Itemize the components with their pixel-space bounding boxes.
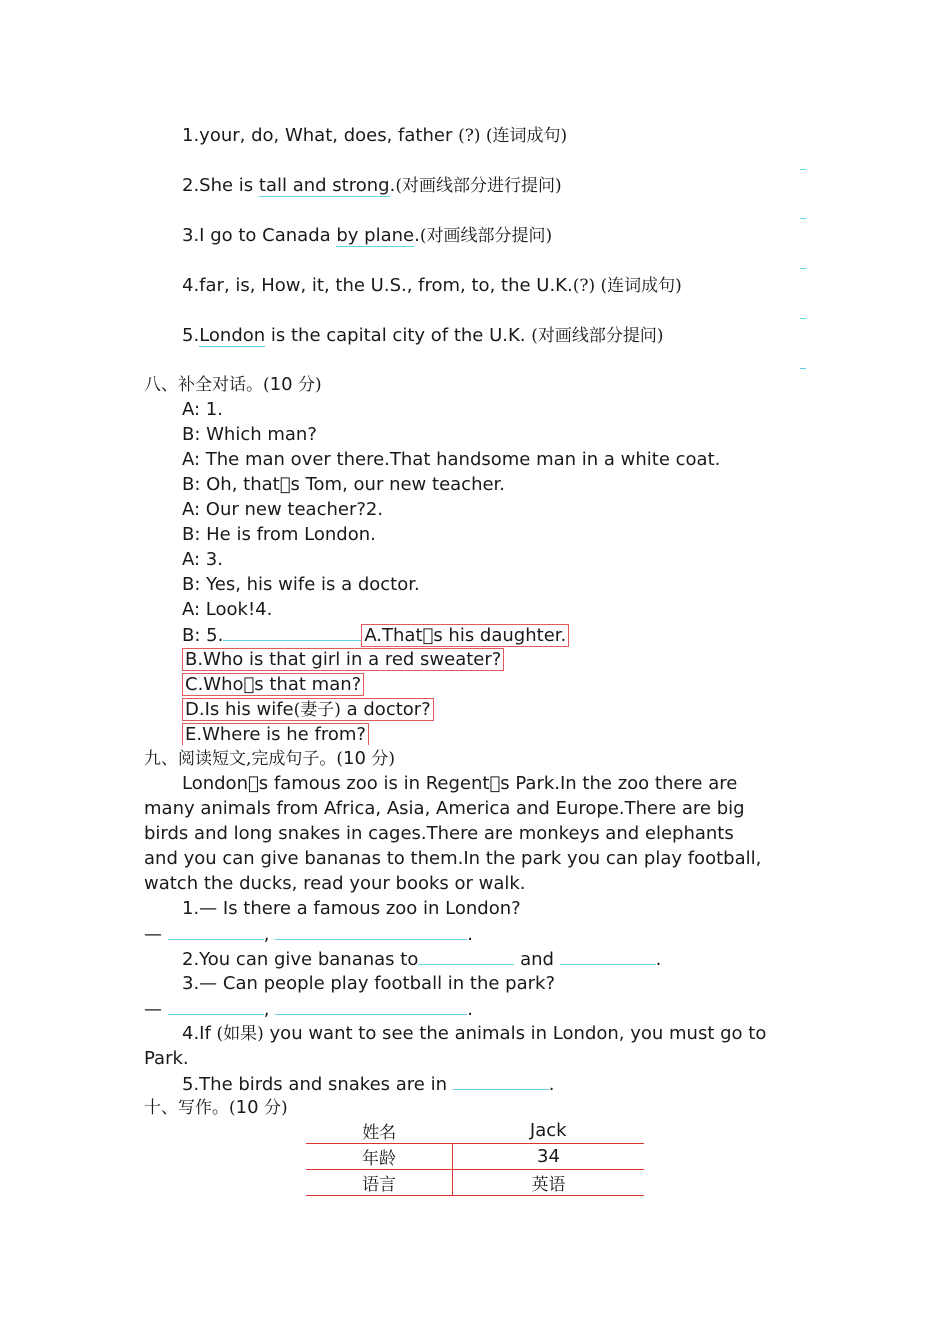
answer-dash: —	[144, 999, 162, 1020]
reading-question-5	[182, 1071, 554, 1097]
option-d-text: D.Is his wife	[185, 699, 294, 720]
answer-blank[interactable]	[418, 946, 514, 965]
comma: ,	[263, 999, 270, 1020]
heading-points: 10	[343, 748, 366, 769]
heading-suffix: 分)	[365, 749, 395, 769]
answer-line-marker	[800, 169, 806, 170]
question-3	[182, 223, 552, 249]
answer-blank[interactable]	[168, 996, 264, 1015]
period: .	[548, 1074, 555, 1095]
question-5	[182, 323, 664, 349]
period: .	[655, 949, 662, 970]
answer-line-marker	[800, 268, 806, 269]
comma: ,	[263, 924, 270, 945]
answer-blank[interactable]	[453, 1071, 549, 1090]
answer-line-marker	[800, 368, 806, 369]
dialog-line: A: 1.	[182, 399, 223, 420]
question-note: (?) (连词成句)	[572, 276, 682, 296]
dialog-line: B: Yes, his wife is a doctor.	[182, 574, 420, 595]
heading-text: 九、阅读短文,完成句子。(	[144, 749, 344, 769]
section-heading-9	[144, 746, 395, 772]
table-cell-value: Jack	[529, 1120, 567, 1141]
reading-answer-3	[144, 996, 473, 1022]
reading-question-4-cont: Park.	[144, 1048, 189, 1069]
answer-blank[interactable]	[275, 996, 467, 1015]
passage-line: watch the ducks, read your books or walk.	[144, 873, 526, 894]
info-table	[306, 1118, 644, 1196]
answer-dash: —	[144, 924, 162, 945]
answer-blank[interactable]	[560, 946, 656, 965]
reading-question-1: 1.— Is there a famous zoo in London?	[182, 898, 521, 919]
reading-question-4	[182, 1021, 766, 1047]
table-cell-value: 英语	[453, 1170, 645, 1196]
table-cell-value: 34	[453, 1144, 645, 1170]
heading-points: 10	[235, 1097, 259, 1118]
option-b: B.Who is that girl in a red sweater?	[182, 648, 504, 671]
answer-blank[interactable]	[223, 622, 361, 641]
reading-question-3: 3.— Can people play football in the park?	[182, 973, 556, 994]
question-1	[182, 123, 567, 149]
heading-suffix: 分)	[258, 1098, 288, 1118]
table-cell-label: 语言	[306, 1170, 453, 1196]
passage-line: many animals from Africa, Asia, America and Europe.There are big	[144, 798, 745, 819]
option-d-note: (妻子)	[293, 700, 341, 720]
answer-blank[interactable]	[168, 921, 264, 940]
question-note: (如果)	[216, 1024, 264, 1044]
question-4	[182, 273, 682, 299]
underlined-phrase: London	[199, 325, 266, 346]
dialog-line: A: The man over there.That handsome man in a white coat.	[182, 449, 721, 470]
period: .	[467, 999, 473, 1020]
reading-answer-1	[144, 921, 473, 947]
table-cell-label: 姓名	[362, 1123, 397, 1143]
heading-suffix: 分)	[292, 375, 322, 395]
underlined-phrase: by plane	[336, 225, 415, 246]
answer-blank[interactable]	[275, 921, 467, 940]
answer-line-marker	[800, 218, 806, 219]
question-text: 4.far, is, How, it, the U.S., from, to, the U.K.	[182, 275, 573, 296]
question-text: 3.I go to Canada	[182, 225, 337, 246]
reading-question-2	[182, 946, 661, 972]
dialog-line: B: Which man?	[182, 424, 317, 445]
dialog-line: B: Oh, that s Tom, our new teacher.	[182, 474, 506, 495]
option-c-row	[182, 672, 364, 697]
table-row	[306, 1144, 644, 1170]
question-text: and	[514, 949, 560, 970]
question-text: 2.You can give bananas to	[182, 949, 419, 970]
question-text: 1.your, do, What, does, father	[182, 125, 459, 146]
table-row	[306, 1170, 644, 1196]
dialog-line: A: Our new teacher?2.	[182, 499, 384, 520]
question-text: 5.The birds and snakes are in	[182, 1074, 453, 1095]
dialog-line: B: He is from London.	[182, 524, 376, 545]
answer-line-marker	[800, 318, 806, 319]
question-text: 4.If	[182, 1023, 217, 1044]
section-heading-10	[144, 1095, 288, 1121]
option-d	[182, 698, 434, 721]
dialog-line: A: 3.	[182, 549, 223, 570]
question-note: (对画线部分提问)	[419, 226, 553, 246]
option-e-row	[182, 722, 369, 747]
underlined-phrase: tall and strong	[258, 175, 390, 196]
table-cell-label: 年龄	[306, 1144, 453, 1170]
option-b-row	[182, 647, 504, 672]
question-note: (对画线部分提问)	[531, 326, 664, 346]
heading-text: 八、补全对话。(	[144, 375, 270, 395]
section-heading-8	[144, 372, 322, 398]
passage-line: London s famous zoo is in Regent s Park.In the zoo there are	[182, 773, 738, 794]
heading-text: 十、写作。(	[144, 1098, 236, 1118]
passage-line: birds and long snakes in cages.There are monkeys and elephants	[144, 823, 734, 844]
heading-points: 10	[269, 374, 293, 395]
option-a: A.That s his daughter.	[361, 624, 569, 647]
dialog-line: A: Look!4.	[182, 599, 273, 620]
question-number: 5.	[182, 325, 200, 346]
question-note: (对画线部分进行提问)	[395, 176, 562, 196]
punctuation: .	[389, 175, 396, 196]
table-row	[306, 1118, 644, 1144]
question-text: is the capital city of the U.K.	[265, 325, 532, 346]
question-note: (?) (连词成句)	[458, 126, 568, 146]
question-text: you want to see the animals in London, you must go to	[263, 1023, 767, 1044]
option-c: C.Who s that man?	[182, 673, 364, 696]
option-d-row	[182, 697, 434, 723]
passage-line: and you can give bananas to them.In the park you can play football,	[144, 848, 762, 869]
option-d-text-end: a doctor?	[340, 699, 431, 720]
dialog-line-text: B: 5.	[182, 625, 224, 646]
dialog-line-last	[182, 622, 569, 648]
period: .	[467, 924, 473, 945]
question-text: 2.She is	[182, 175, 259, 196]
option-e: E.Where is he from?	[182, 723, 369, 745]
punctuation: .	[414, 225, 420, 246]
question-2	[182, 173, 562, 199]
